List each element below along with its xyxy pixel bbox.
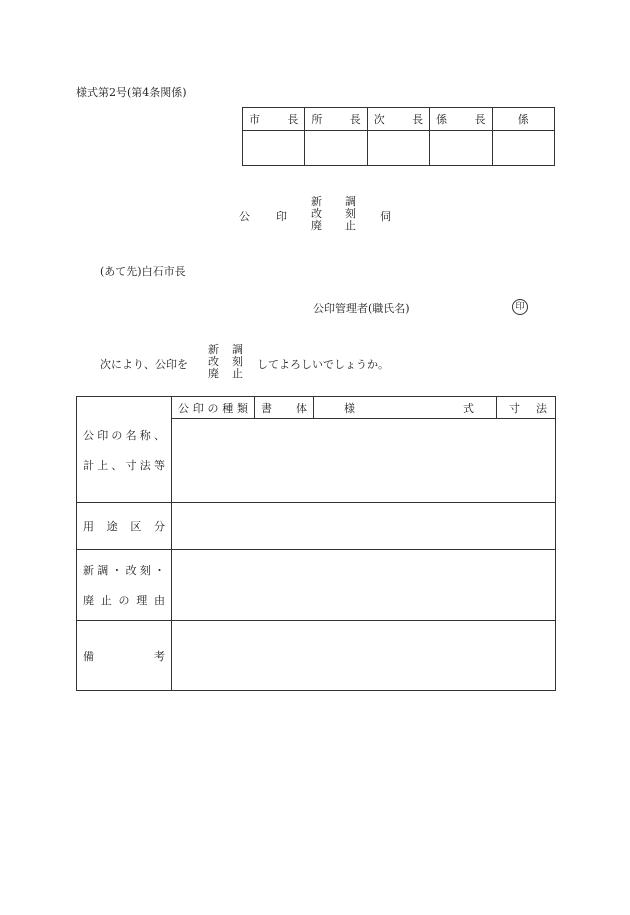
label-char: 改 [125, 564, 137, 577]
sub-header-char: 法 [536, 401, 547, 415]
request-option-char: 新 [208, 343, 219, 356]
sub-header-char: 書 [261, 401, 272, 415]
request-option-char: 調 [232, 343, 243, 356]
sub-header-char: 式 [463, 401, 474, 415]
reason-value[interactable] [172, 550, 556, 621]
label-char: 寸 [125, 458, 137, 472]
approval-header-char: 長 [287, 113, 299, 126]
approval-header-char: 係 [436, 113, 448, 126]
title-option-char: 止 [345, 219, 356, 232]
label-char: 調 [97, 564, 109, 577]
approval-header-staff [492, 108, 554, 131]
usage-value[interactable] [172, 503, 556, 550]
request-options-left [208, 344, 219, 380]
label-char: の [111, 428, 123, 442]
approval-header-char: 長 [349, 113, 361, 126]
seal-mark: 印 [512, 299, 528, 315]
title-options-left [311, 196, 322, 232]
sub-header-char: 公 [178, 401, 189, 415]
label-char: 止 [100, 594, 112, 607]
approval-stamp-box[interactable] [492, 131, 554, 166]
approval-header-deputy [367, 108, 429, 131]
sub-header-char: 印 [192, 401, 204, 415]
label-char: 計 [83, 458, 94, 472]
approval-header-chief [430, 108, 492, 131]
request-option-char: 刻 [232, 355, 243, 368]
label-char: 途 [106, 520, 118, 533]
label-char: 廃 [83, 594, 94, 607]
approval-header-char: 長 [412, 113, 424, 126]
approval-header-char: 長 [474, 113, 486, 126]
request-option-char: 止 [232, 367, 243, 380]
addressee: (あて先)白石市長 [100, 265, 186, 278]
request-option-char: 廃 [208, 367, 219, 380]
approval-stamp-box[interactable] [305, 131, 367, 166]
approval-header-char: 市 [249, 113, 260, 126]
reason-label [77, 550, 172, 621]
label-char: 法 [139, 458, 151, 472]
sub-header-char: 寸 [509, 401, 520, 415]
title-char: 印 [276, 210, 287, 223]
request-prefix: 次により、公印を [100, 358, 188, 371]
usage-label [77, 503, 172, 550]
request-options-right [232, 344, 243, 380]
title-char: 公 [239, 210, 250, 223]
request-option-char: 改 [208, 355, 219, 368]
title-option-char: 新 [311, 195, 322, 208]
approval-header-char: 係 [517, 113, 529, 126]
approval-stamp-box[interactable] [367, 131, 429, 166]
title-option-char: 廃 [311, 219, 322, 232]
label-char: 分 [153, 520, 165, 533]
label-char: 、 [111, 458, 123, 472]
approval-header-mayor [243, 108, 305, 131]
remarks-label [77, 621, 172, 691]
label-char: 上 [97, 458, 109, 472]
header-style [314, 397, 497, 419]
remarks-value[interactable] [172, 621, 556, 691]
label-char: 等 [153, 458, 165, 472]
approval-header-char: 所 [311, 113, 323, 126]
title-char: 伺 [380, 210, 391, 223]
sub-header-char: 体 [296, 401, 307, 415]
label-char: 公 [83, 428, 94, 442]
approval-stamp-box[interactable] [243, 131, 305, 166]
label-char: 用 [83, 520, 94, 533]
title-option-char: 調 [345, 195, 356, 208]
header-seal-type [172, 397, 255, 419]
approval-table [242, 107, 555, 166]
label-char: 名 [125, 428, 137, 442]
label-char: ・ [111, 564, 123, 577]
label-char: 印 [97, 428, 109, 442]
header-size [497, 397, 556, 419]
approval-stamp-box[interactable] [430, 131, 492, 166]
title-option-char: 刻 [345, 207, 356, 220]
sub-header-char: 種 [222, 401, 234, 415]
sub-header-char: 類 [237, 401, 248, 415]
approval-header-director [305, 108, 367, 131]
request-suffix: してよろしいでしょうか。 [257, 358, 389, 371]
approval-header-char: 次 [373, 113, 385, 126]
label-char: 称 [139, 428, 151, 442]
label-char: 備 [83, 649, 94, 663]
seal-name-label [77, 397, 172, 503]
label-char: 区 [130, 520, 142, 533]
label-char: 考 [154, 649, 165, 663]
label-char: 刻 [139, 564, 151, 577]
form-number: 様式第2号(第4条関係) [76, 86, 187, 99]
title-options-right [345, 196, 356, 232]
label-char: 理 [136, 594, 148, 607]
sub-header-char: の [207, 401, 219, 415]
header-font [255, 397, 314, 419]
seal-name-value[interactable] [172, 419, 556, 503]
details-table [76, 396, 556, 691]
applicant-label: 公印管理者(職氏名) [313, 302, 410, 315]
label-char: の [118, 594, 130, 607]
label-char: 由 [154, 594, 165, 607]
sub-header-char: 様 [344, 401, 355, 415]
title-option-char: 改 [311, 207, 322, 220]
label-char: 新 [83, 564, 94, 577]
label-char: 、 [153, 428, 165, 442]
label-char: ・ [153, 564, 165, 577]
